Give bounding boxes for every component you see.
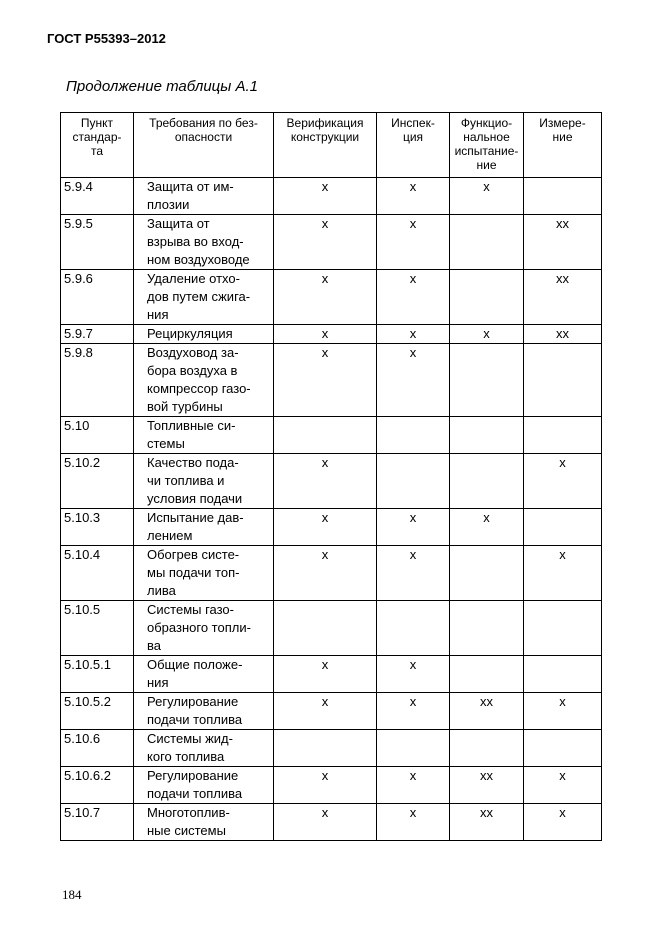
requirement-line: стемы bbox=[147, 436, 185, 451]
requirement-cell bbox=[134, 344, 274, 417]
table-row bbox=[61, 270, 602, 325]
header-col-requirements bbox=[134, 113, 274, 178]
mark-design-verification: x bbox=[274, 546, 377, 601]
mark-design-verification: x bbox=[274, 344, 377, 417]
table-header-row bbox=[61, 113, 602, 178]
standard-designation: ГОСТ Р55393–2012 bbox=[47, 31, 166, 46]
clause-number: 5.10.5.2 bbox=[61, 693, 134, 730]
mark-design-verification: x bbox=[274, 215, 377, 270]
requirement-line: Топливные си- bbox=[147, 418, 236, 433]
requirement-line: Качество пода- bbox=[147, 455, 239, 470]
mark-inspection: x bbox=[377, 693, 450, 730]
mark-functional-test bbox=[450, 454, 524, 509]
requirement-line: Удаление отхо- bbox=[147, 271, 240, 286]
table-row bbox=[61, 767, 602, 804]
mark-functional-test: xx bbox=[450, 693, 524, 730]
mark-inspection: x bbox=[377, 344, 450, 417]
requirement-cell bbox=[134, 325, 274, 344]
requirement-line: лива bbox=[147, 583, 176, 598]
clause-number: 5.9.6 bbox=[61, 270, 134, 325]
header-col-design-verification bbox=[274, 113, 377, 178]
mark-measurement: x bbox=[524, 767, 602, 804]
table-row bbox=[61, 730, 602, 767]
header-line: Функцио- bbox=[460, 116, 513, 130]
mark-inspection bbox=[377, 601, 450, 656]
mark-measurement: x bbox=[524, 804, 602, 841]
mark-inspection: x bbox=[377, 656, 450, 693]
mark-functional-test bbox=[450, 417, 524, 454]
requirement-line: ном воздуховоде bbox=[147, 252, 250, 267]
requirement-cell bbox=[134, 215, 274, 270]
mark-inspection: x bbox=[377, 509, 450, 546]
mark-design-verification: x bbox=[274, 767, 377, 804]
table-row bbox=[61, 693, 602, 730]
table-row bbox=[61, 656, 602, 693]
table-row bbox=[61, 509, 602, 546]
clause-number: 5.10.5 bbox=[61, 601, 134, 656]
mark-inspection: x bbox=[377, 804, 450, 841]
requirement-cell bbox=[134, 454, 274, 509]
mark-inspection: x bbox=[377, 215, 450, 270]
requirement-line: Общие положе- bbox=[147, 657, 243, 672]
mark-measurement: x bbox=[524, 454, 602, 509]
page-number: 184 bbox=[62, 887, 82, 902]
mark-measurement bbox=[524, 178, 602, 215]
requirement-line: образного топли- bbox=[147, 620, 251, 635]
mark-measurement bbox=[524, 417, 602, 454]
requirement-cell bbox=[134, 693, 274, 730]
clause-number: 5.10 bbox=[61, 417, 134, 454]
mark-measurement: x bbox=[524, 693, 602, 730]
requirement-cell bbox=[134, 270, 274, 325]
header-line: конструкции bbox=[290, 130, 360, 144]
header-line: Измере- bbox=[539, 116, 586, 130]
requirement-line: ния bbox=[147, 675, 169, 690]
mark-design-verification: x bbox=[274, 509, 377, 546]
requirement-line: чи топлива и bbox=[147, 473, 225, 488]
mark-functional-test: xx bbox=[450, 767, 524, 804]
mark-functional-test bbox=[450, 270, 524, 325]
requirement-line: Испытание дав- bbox=[147, 510, 244, 525]
header-col-functional-test bbox=[450, 113, 524, 178]
mark-measurement bbox=[524, 344, 602, 417]
mark-design-verification: x bbox=[274, 454, 377, 509]
header-col-measurement bbox=[524, 113, 602, 178]
mark-inspection: x bbox=[377, 767, 450, 804]
mark-measurement bbox=[524, 730, 602, 767]
header-line: ция bbox=[402, 130, 424, 144]
clause-number: 5.10.7 bbox=[61, 804, 134, 841]
header-line: Верификация bbox=[286, 116, 364, 130]
requirement-line: подачи топлива bbox=[147, 712, 243, 727]
header-line: ние bbox=[476, 158, 497, 172]
mark-inspection: x bbox=[377, 325, 450, 344]
requirement-line: условия подачи bbox=[147, 491, 243, 506]
mark-design-verification: x bbox=[274, 693, 377, 730]
mark-design-verification bbox=[274, 601, 377, 656]
mark-design-verification bbox=[274, 730, 377, 767]
requirement-cell bbox=[134, 178, 274, 215]
requirement-cell bbox=[134, 656, 274, 693]
clause-number: 5.10.2 bbox=[61, 454, 134, 509]
mark-design-verification: x bbox=[274, 656, 377, 693]
requirement-line: лением bbox=[147, 528, 193, 543]
header-line: ние bbox=[552, 130, 573, 144]
requirement-line: Рециркуляция bbox=[147, 326, 233, 341]
mark-functional-test bbox=[450, 601, 524, 656]
mark-functional-test bbox=[450, 546, 524, 601]
requirement-line: Многотоплив- bbox=[147, 805, 230, 820]
header-line: та bbox=[90, 144, 104, 158]
requirement-cell bbox=[134, 601, 274, 656]
clause-number: 5.9.8 bbox=[61, 344, 134, 417]
requirement-cell bbox=[134, 730, 274, 767]
mark-inspection bbox=[377, 417, 450, 454]
requirement-line: Защита от bbox=[147, 216, 210, 231]
clause-number: 5.9.5 bbox=[61, 215, 134, 270]
table-row bbox=[61, 178, 602, 215]
requirement-cell bbox=[134, 767, 274, 804]
requirement-line: Защита от им- bbox=[147, 179, 234, 194]
requirement-line: вой турбины bbox=[147, 399, 223, 414]
mark-functional-test bbox=[450, 344, 524, 417]
mark-inspection bbox=[377, 730, 450, 767]
requirement-line: Обогрев систе- bbox=[147, 547, 240, 562]
requirement-line: подачи топлива bbox=[147, 786, 243, 801]
mark-functional-test bbox=[450, 730, 524, 767]
requirement-line: ва bbox=[147, 638, 161, 653]
clause-number: 5.9.7 bbox=[61, 325, 134, 344]
header-col-inspection bbox=[377, 113, 450, 178]
mark-measurement: xx bbox=[524, 325, 602, 344]
table-row bbox=[61, 325, 602, 344]
requirement-cell bbox=[134, 509, 274, 546]
table-row bbox=[61, 546, 602, 601]
table-row bbox=[61, 344, 602, 417]
header-line: Требования по без- bbox=[149, 116, 258, 130]
requirement-line: ния bbox=[147, 307, 169, 322]
header-line: опасности bbox=[174, 130, 233, 144]
requirement-line: Регулирование bbox=[147, 768, 239, 783]
mark-inspection: x bbox=[377, 546, 450, 601]
table-row bbox=[61, 601, 602, 656]
clause-number: 5.10.5.1 bbox=[61, 656, 134, 693]
clause-number: 5.9.4 bbox=[61, 178, 134, 215]
requirement-line: взрыва во вход- bbox=[147, 234, 244, 249]
requirement-cell bbox=[134, 546, 274, 601]
requirement-line: ные системы bbox=[147, 823, 226, 838]
mark-functional-test bbox=[450, 656, 524, 693]
requirement-line: дов путем сжига- bbox=[147, 289, 251, 304]
requirement-line: кого топлива bbox=[147, 749, 225, 764]
table-body bbox=[61, 178, 602, 841]
requirement-cell bbox=[134, 804, 274, 841]
requirement-line: компрессор газо- bbox=[147, 381, 251, 396]
requirement-line: Регулирование bbox=[147, 694, 239, 709]
mark-functional-test: x bbox=[450, 509, 524, 546]
table-row bbox=[61, 804, 602, 841]
header-line: нальное bbox=[463, 130, 510, 144]
mark-design-verification: x bbox=[274, 178, 377, 215]
header-col-clause bbox=[61, 113, 134, 178]
requirement-cell bbox=[134, 417, 274, 454]
mark-functional-test: x bbox=[450, 325, 524, 344]
mark-functional-test: xx bbox=[450, 804, 524, 841]
mark-measurement bbox=[524, 656, 602, 693]
mark-functional-test: x bbox=[450, 178, 524, 215]
table-row bbox=[61, 215, 602, 270]
table-row bbox=[61, 417, 602, 454]
mark-design-verification: x bbox=[274, 804, 377, 841]
mark-measurement: xx bbox=[524, 215, 602, 270]
mark-inspection bbox=[377, 454, 450, 509]
header-line: испытание- bbox=[454, 144, 519, 158]
header-line: стандар- bbox=[72, 130, 122, 144]
clause-number: 5.10.3 bbox=[61, 509, 134, 546]
mark-measurement: x bbox=[524, 546, 602, 601]
requirement-line: Воздуховод за- bbox=[147, 345, 239, 360]
table-row bbox=[61, 454, 602, 509]
requirement-line: Системы жид- bbox=[147, 731, 233, 746]
mark-design-verification: x bbox=[274, 270, 377, 325]
clause-number: 5.10.6 bbox=[61, 730, 134, 767]
mark-measurement bbox=[524, 601, 602, 656]
requirement-line: мы подачи топ- bbox=[147, 565, 240, 580]
header-line: Пункт bbox=[80, 116, 114, 130]
requirement-line: Системы газо- bbox=[147, 602, 234, 617]
requirement-line: бора воздуха в bbox=[147, 363, 238, 378]
table-caption: Продолжение таблицы А.1 bbox=[66, 78, 258, 95]
mark-functional-test bbox=[450, 215, 524, 270]
clause-number: 5.10.6.2 bbox=[61, 767, 134, 804]
mark-measurement bbox=[524, 509, 602, 546]
requirements-table bbox=[60, 112, 602, 841]
mark-design-verification: x bbox=[274, 325, 377, 344]
mark-measurement: xx bbox=[524, 270, 602, 325]
mark-design-verification bbox=[274, 417, 377, 454]
mark-inspection: x bbox=[377, 178, 450, 215]
requirement-line: плозии bbox=[147, 197, 190, 212]
mark-inspection: x bbox=[377, 270, 450, 325]
clause-number: 5.10.4 bbox=[61, 546, 134, 601]
header-line: Инспек- bbox=[391, 116, 435, 130]
